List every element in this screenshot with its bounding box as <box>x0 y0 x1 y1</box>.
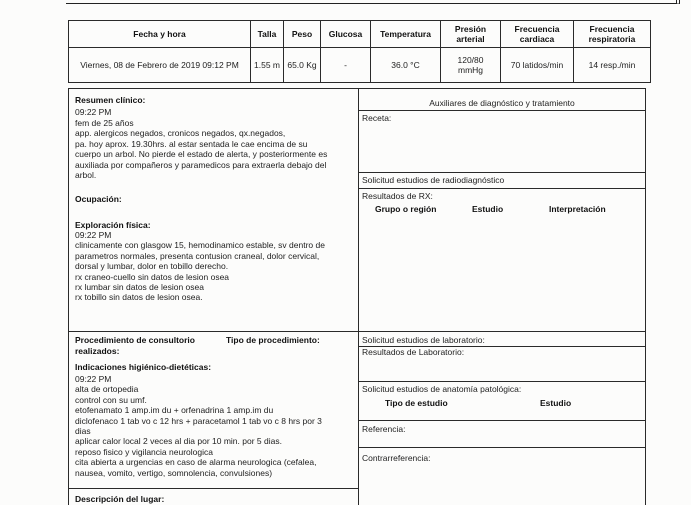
lab-results-label: Resultados de Laboratorio: <box>362 347 465 357</box>
section-divider-full <box>68 331 646 332</box>
summary-text: 09:22 PM fem de 25 años app. alergicos negados, cronicos negados, qx.negados, pa. hoy aprox. 19.30hrs. al estar sentada le cae encima de su cuerpo un arbol. No pierde el estado de alerta, y posteriormente es auxiliada por compañeros y paramedicos para extraerla debajo del arbol. <box>75 107 328 180</box>
summary-label: Resumen clínico: <box>75 95 146 105</box>
header-blood-pressure: Presión arterial <box>441 21 501 48</box>
header-respiratory-rate: Frecuencia respiratoria <box>574 21 651 48</box>
header-weight: Peso <box>284 21 321 48</box>
procedure-type-label: Tipo de procedimiento: <box>226 335 320 345</box>
header-height: Talla <box>251 21 284 48</box>
section-divider-place <box>68 488 358 489</box>
vital-signs-header-row <box>69 21 651 48</box>
column-divider <box>358 88 359 505</box>
prescription-label: Receta: <box>362 113 392 123</box>
referral-label: Referencia: <box>362 424 406 434</box>
pathology-request-label: Solicitud estudios de anatomía patológica: <box>362 384 522 394</box>
divider-aux-title <box>358 110 646 111</box>
value-blood-pressure: 120/80 mmHg <box>457 55 484 75</box>
value-weight: 65.0 Kg <box>284 48 321 83</box>
header-temperature: Temperatura <box>371 21 441 48</box>
value-blood-pressure-cell <box>441 48 501 83</box>
pathology-column-study: Estudio <box>540 398 572 408</box>
value-glucose: - <box>321 48 371 83</box>
xray-column-group: Grupo o región <box>375 204 437 214</box>
procedure-label: Procedimiento de consultorio realizados: <box>75 335 195 356</box>
xray-column-interpretation: Interpretación <box>549 204 606 214</box>
top-form-box-edge <box>66 0 680 4</box>
header-glucose: Glucosa <box>321 21 371 48</box>
divider-lab-results <box>358 381 646 382</box>
value-temperature: 36.0 °C <box>371 48 441 83</box>
pathology-column-type: Tipo de estudio <box>385 398 448 408</box>
divider-radiology-request <box>358 188 646 189</box>
header-datetime: Fecha y hora <box>69 21 251 48</box>
counter-referral-label: Contrarreferencia: <box>362 453 431 463</box>
divider-pathology <box>358 420 646 421</box>
place-label: Descripción del lugar: <box>75 494 165 504</box>
value-heart-rate: 70 latidos/min <box>501 48 574 83</box>
exam-text: 09:22 PM clinicamente con glasgow 15, hemodinamico estable, sv dentro de parametros normales, presenta contusion craneal, dolor cervical, dorsal y lumbar, dolor en tobillo derecho. rx craneo-cuello sin datos de lesion osea rx lumbar sin datos de lesion osea rx tobillo sin datos de lesion osea. <box>75 230 325 303</box>
xray-results-label: Resultados de RX: <box>362 191 433 201</box>
vital-signs-table <box>68 20 651 83</box>
occupation-label: Ocupación: <box>75 194 122 204</box>
lab-request-label: Solicitud estudios de laboratorio: <box>362 335 485 345</box>
divider-prescription <box>358 172 646 173</box>
vital-signs-values-row <box>69 48 651 83</box>
exam-label: Exploración física: <box>75 220 151 230</box>
value-respiratory-rate: 14 resp./min <box>574 48 651 83</box>
xray-column-study: Estudio <box>472 204 504 214</box>
radiology-request-label: Solicitud estudios de radiodiagnóstico <box>362 175 505 185</box>
indications-text: 09:22 PM alta de ortopedia control con su umf. etofenamato 1 amp.im du + orfenadrina 1 amp.im du diclofenaco 1 tab vo c 12 hrs + paracetamol 1 tab vo c 8 hrs por 3 dias aplicar calor local 2 veces al dia por 10 min. por 5 dias. reposo fisico y vigilancia neurologica cita abierta a urgencias en caso de alarma neurologica (cefalea, nausea, vomito, vertigo, somnolencia, convulsiones) <box>75 374 322 478</box>
indications-label: Indicaciones higiénico-dietéticas: <box>75 362 212 372</box>
auxiliary-title: Auxiliares de diagnóstico y tratamiento <box>429 98 575 108</box>
divider-referral <box>358 447 646 448</box>
header-heart-rate: Frecuencia cardiaca <box>501 21 574 48</box>
value-datetime: Viernes, 08 de Febrero de 2019 09:12 PM <box>69 48 251 83</box>
value-height: 1.55 m <box>251 48 284 83</box>
